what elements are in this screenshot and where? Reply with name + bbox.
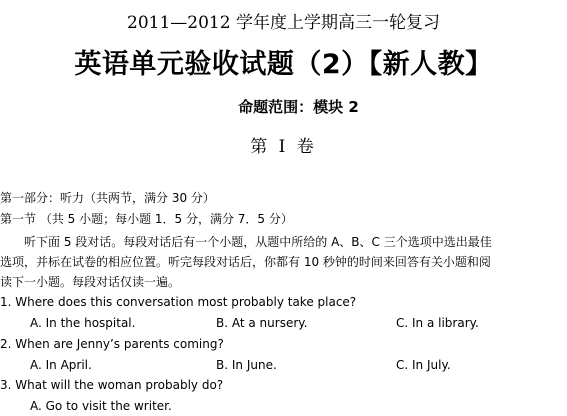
question-2-option-b: B. In June. bbox=[216, 358, 277, 372]
section-one-title: 第一节 （共 5 小题；每小题 1．5 分，满分 7．5 分） bbox=[0, 212, 293, 226]
instructions-line-3: 读下一小题。每段对话仅读一遍。 bbox=[0, 275, 181, 289]
question-1-option-c: C. In a library. bbox=[396, 316, 479, 330]
question-2-option-a: A. In April. bbox=[30, 358, 92, 372]
volume-title: 第 I 卷 bbox=[250, 137, 317, 157]
part-one-title: 第一部分：听力（共两节，满分 30 分） bbox=[0, 191, 215, 205]
instructions-line-1: 听下面 5 段对话。每段对话后有一个小题，从题中所给的 A、B、C 三个选项中选出最佳 bbox=[24, 235, 492, 249]
question-2-option-c: C. In July. bbox=[396, 358, 451, 372]
question-1-option-b: B. At a nursery. bbox=[216, 316, 308, 330]
question-3-stem: 3. What will the woman probably do? bbox=[0, 378, 224, 392]
main-title: 英语单元验收试题（2）【新人教】 bbox=[74, 49, 493, 80]
scope-line: 命题范围：模块 2 bbox=[238, 98, 359, 116]
question-3-option-a: A. Go to visit the writer. bbox=[30, 399, 172, 413]
header-line: 2011—2012 学年度上学期高三一轮复习 bbox=[127, 13, 440, 33]
question-2-stem: 2. When are Jenny’s parents coming? bbox=[0, 337, 224, 351]
question-1-stem: 1. Where does this conversation most probably take place? bbox=[0, 295, 357, 309]
question-1-option-a: A. In the hospital. bbox=[30, 316, 136, 330]
instructions-line-2: 选项，并标在试卷的相应位置。听完每段对话后，你都有 10 秒钟的时间来回答有关小题和阅 bbox=[0, 255, 491, 269]
